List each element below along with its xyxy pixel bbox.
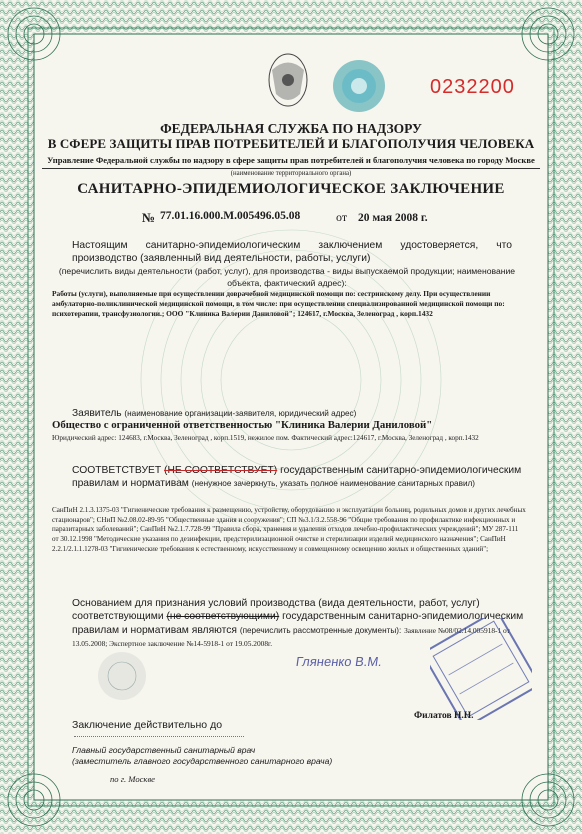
document-title: САНИТАРНО-ЭПИДЕМИОЛОГИЧЕСКОЕ ЗАКЛЮЧЕНИЕ xyxy=(77,181,505,197)
basis-end: государственным санитарно-эпидемиологическим правилам и нормативам являются xyxy=(72,611,524,636)
validity-line xyxy=(74,736,244,737)
signature-filatov: Филатов Н.Н. xyxy=(414,711,474,721)
applicant-hint: (наименование организации-заявителя, юридический адрес) xyxy=(124,409,357,418)
chief-doctor-title xyxy=(72,745,352,767)
works-description: Работы (услуги), выполняемые при осуществлении доврачебной медицинской помощи по: сестринскому делу. При осуществлении амбулаторно-поликлинической медицинской помощи, в том числе: при осуществлении специализированной медицинской помощи по: психотерапии, трансфузиологии.; ООО "Клиника Валерии Даниловой"; 124617, г.Москва, Зеленоград , корп.1432 xyxy=(52,289,505,318)
emblem-icon xyxy=(269,54,307,106)
basis-start: Основанием для признания условий производства (вида деятельности, работ, услуг) соответствующими xyxy=(72,598,480,623)
serial-number: 0232200 xyxy=(430,76,515,98)
intro-text xyxy=(72,239,512,265)
chief-line1: Главный государственный санитарный врач xyxy=(72,745,256,755)
compliance-hint: (ненужное зачеркнуть, указать полное наименование санитарных правил) xyxy=(191,479,476,488)
applicant-name: Общество с ограниченной ответственностью "Клиника Валерии Даниловой" xyxy=(52,419,433,431)
basis-struck: (не соответствующими) xyxy=(166,611,280,623)
compliance-word: СООТВЕТСТВУЕТ xyxy=(72,465,162,476)
hologram-icon xyxy=(333,60,385,112)
department-name: Управление Федеральной службы по надзору в сфере защиты прав потребителей и благополучия человека по городу Москве xyxy=(47,155,535,165)
agency-title-line2: В СФЕРЕ ЗАЩИТЫ ПРАВ ПОТРЕБИТЕЛЕЙ И БЛАГОПОЛУЧИЯ ЧЕЛОВЕКА xyxy=(47,136,535,151)
department-note: (наименование территориального органа) xyxy=(230,170,352,177)
signature-glyanenko: Гляненко В.М. xyxy=(294,654,383,669)
compliance-rest: государственным санитарно-эпидемиологическим правилам и нормативам xyxy=(72,465,522,489)
basis-documents: Заявление №08/02.14.005918-1 от 13.05.2008; Экспертное заключение №14-5918-1 от 19.05.2008г. xyxy=(72,625,510,649)
date-label: от xyxy=(336,210,348,224)
compliance-statement xyxy=(72,464,526,490)
basis-hint: (перечислить рассмотренные документы): xyxy=(239,625,402,635)
validity-label: Заключение действительно до xyxy=(72,719,223,731)
applicant-label: Заявитель xyxy=(72,408,122,419)
compliance-struck: (НЕ СООТВЕТСТВУЕТ) xyxy=(164,465,278,476)
official-stamp xyxy=(430,618,532,720)
applicant-line xyxy=(72,408,356,419)
document-number: 77.01.16.000.М.005496.05.08 xyxy=(160,210,301,222)
intro-main: Настоящим санитарно-эпидемиологическим заключением удостоверяется, что производство (заявленный вид деятельности, работы, услуги) xyxy=(72,240,512,264)
department-underline xyxy=(42,168,540,169)
intro-hint: (перечислить виды деятельности (работ, услуг), для производства - виды выпускаемой продукции; наименование объекта, фактический адрес): xyxy=(58,266,516,288)
sanitary-norms-list: СанПиН 2.1.3.1375-03 "Гигиенические требования к размещению, устройству, оборудованию и эксплуатации больниц, родильных домов и других лечебных стационаров"; СНиП №2.08.02-89-95 "Общественные здания и сооружения"; СП №3.1/3.2.558-96 "Общие требования по профилактике инфекционных и паразитарных заболеваний"; СанПиН №2.1.7.728-99 "Правила сбора, хранения и удаления отходов лечебно-профилактических учреждений"; МУ 287-111 от 30.12.1998 "Методические указания по дезинфекции, предстерилизационной очистке и стерилизации изделий медицинского назначения"; СанПиН 2.2.1/2.1.1.1278-03 "Гигиенические требования к естественному, искусственному и совмещенному освещению жилых и общественных зданий"; xyxy=(52,506,526,553)
agency-title-line1: ФЕДЕРАЛЬНАЯ СЛУЖБА ПО НАДЗОРУ xyxy=(160,121,422,136)
chief-line2: (заместитель главного государственного санитарного врача) xyxy=(72,756,333,766)
number-label: № xyxy=(142,210,156,225)
applicant-address: Юридический адрес: 124683, г.Москва, Зеленоград , корп.1519, нежилое пом. Фактический адрес:124617, г.Москва, Зеленоград , корп.1432 xyxy=(52,434,479,442)
chief-city: по г. Москве xyxy=(110,774,155,784)
document-date: 20 мая 2008 г. xyxy=(358,212,428,224)
